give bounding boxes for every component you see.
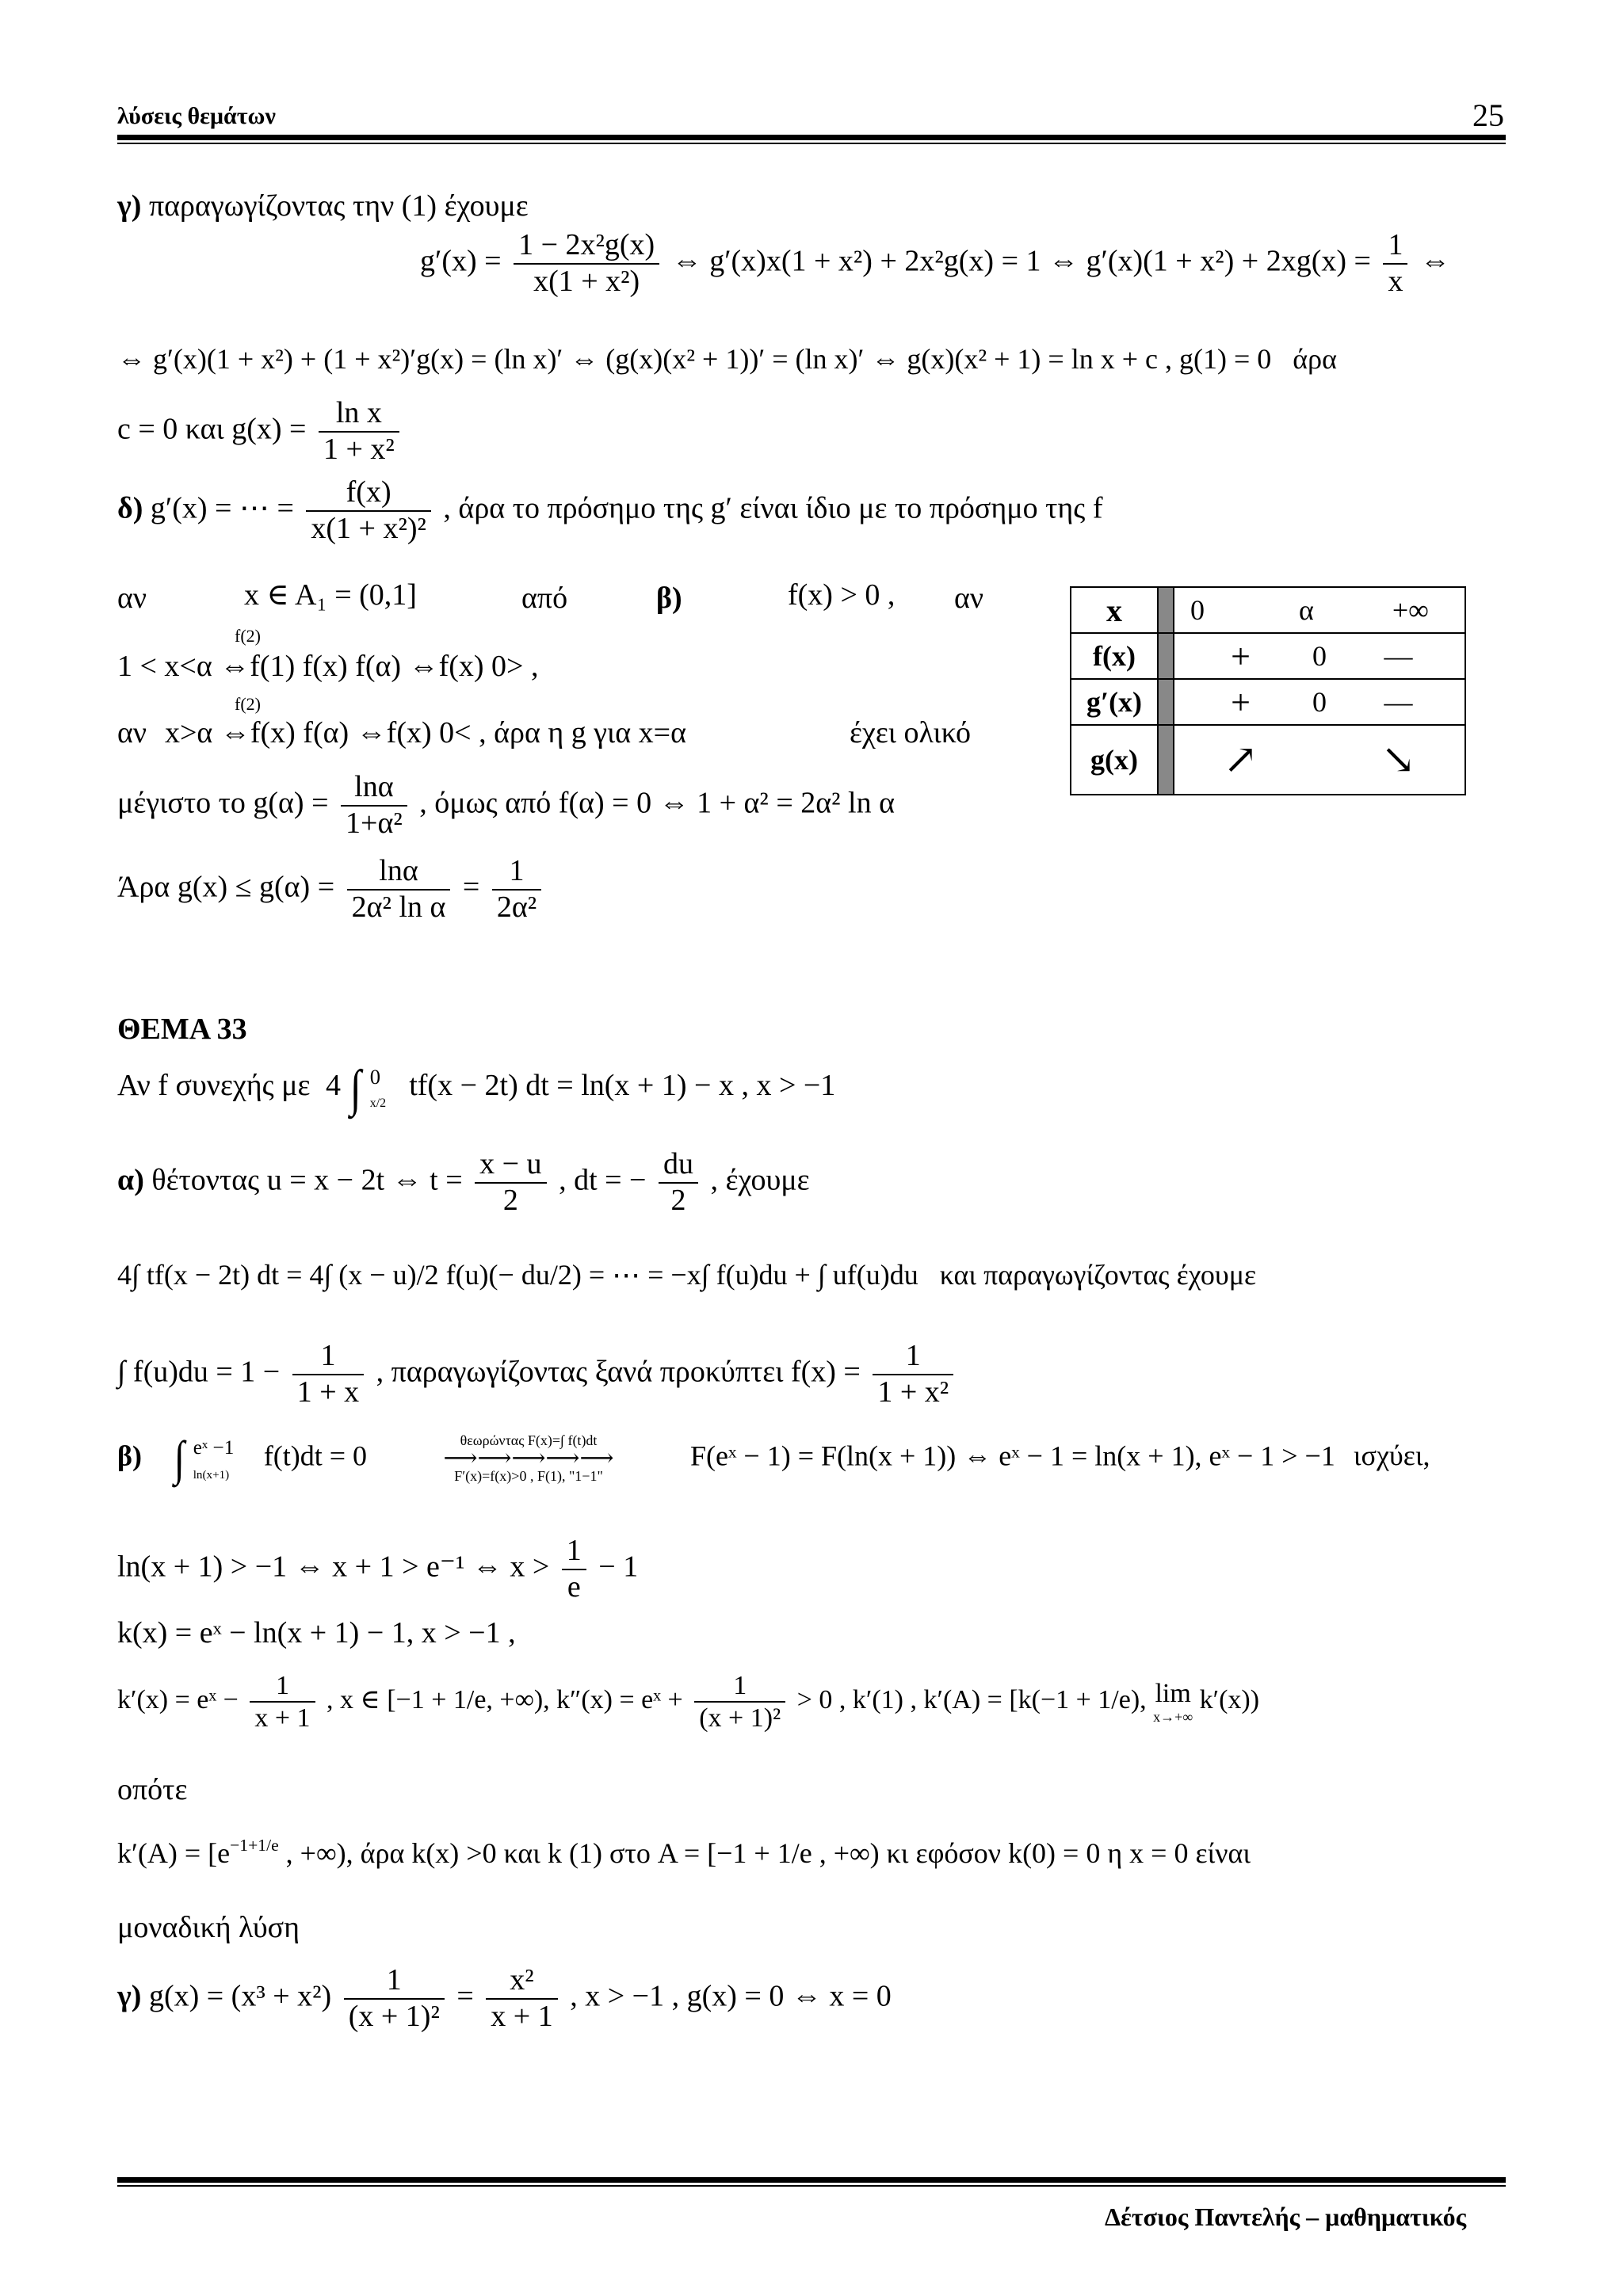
part-b-label: β): [117, 1440, 142, 1472]
eq3-num: ln x: [335, 396, 382, 429]
header-title: λύσεις θεμάτων: [117, 103, 276, 129]
b4-num: 1: [275, 1671, 289, 1700]
part-a-line1: [117, 1147, 810, 1218]
b4-limit: [1153, 1679, 1193, 1726]
footer-rule: [117, 2177, 1506, 2183]
b-int-top: eˣ −1: [193, 1437, 235, 1459]
part-d-eq: [117, 475, 1103, 546]
vt-row-g: [1071, 725, 1465, 795]
part-g-intro: [117, 189, 529, 223]
a3-frac-1: [292, 1339, 364, 1409]
part-b-line6: [117, 1836, 1251, 1870]
row4: [117, 770, 895, 841]
part-b-line3: k(x) = eˣ − ln(x + 1) − 1, x > −1 ,: [117, 1616, 516, 1650]
variation-table: [1070, 586, 1466, 795]
header-rule: [117, 135, 1506, 140]
eq1-fnum: 1: [1388, 228, 1403, 261]
vt-gp-cell-1: +: [1174, 679, 1307, 725]
b2-den: e: [562, 1569, 586, 1605]
vt-f-cell-1: +: [1174, 633, 1307, 679]
part-g2-line: [117, 1963, 892, 2034]
row3-c: έχει ολικό: [850, 716, 972, 749]
theme-title: ΘΕΜΑ 33: [117, 1013, 247, 1046]
b4-frac-1: [250, 1670, 315, 1733]
row5-fraction-1: [347, 854, 451, 925]
b2-end: − 1: [598, 1550, 639, 1584]
part-d-num: f(x): [346, 475, 391, 509]
eq1-fraction: [514, 228, 659, 299]
a3-den2: 1 + x²: [873, 1374, 953, 1410]
part-a-line3: [117, 1339, 958, 1409]
part-a-text: θέτοντας u = x − 2t ⇔ t =: [151, 1163, 463, 1197]
part-d-den: x(1 + x²)²: [306, 510, 431, 547]
b4-lim: lim: [1155, 1678, 1191, 1708]
vt-gap: [1158, 587, 1174, 633]
row4-den: 1+α²: [341, 805, 407, 841]
part-b-line2: [117, 1534, 638, 1604]
vt-header-values: [1174, 587, 1465, 633]
a2-text: 4∫ tf(x − 2t) dt = 4∫ (x − u)/2 f(u)(− du/2) = ⋯ = −x∫ f(u)du + ∫ uf(u)du: [117, 1259, 918, 1291]
vt-header-alpha: α: [1299, 594, 1314, 626]
page-number: 25: [1472, 97, 1504, 133]
a-den1: 2: [475, 1182, 546, 1219]
eq1-fraction-2: [1383, 228, 1407, 299]
vt-row-gprime: [1071, 679, 1465, 725]
part-b-line1: [117, 1432, 1430, 1485]
row5: [117, 854, 546, 925]
row4-b: , όμως από f(α) = 0 ⇔ 1 + α² = 2α² ln α: [419, 786, 896, 820]
b-arrow-top: θεωρώντας F(x)=∫ f(t)dt: [460, 1432, 598, 1448]
part-g-eq1: [420, 228, 1450, 299]
b6-exp: −1+1/e: [230, 1835, 279, 1855]
b4-c: > 0 , k′(1) , k′(A) = [k(−1 + 1/e),: [796, 1684, 1147, 1714]
row5-eq: =: [462, 870, 480, 904]
g-eq: =: [456, 1979, 474, 2013]
b4-limsub: x→+∞: [1153, 1708, 1193, 1725]
g-num1: 1: [386, 1963, 402, 1997]
b4-a: k′(x) = eˣ −: [117, 1684, 239, 1714]
part-d-lhs: g′(x) = ⋯ =: [150, 491, 294, 525]
row4-num: lnα: [354, 770, 394, 803]
part-g-label: γ): [117, 189, 142, 223]
row5-a: Άρα g(x) ≤ g(α) =: [117, 870, 335, 904]
eq1-mid: ⇔ g′(x)x(1 + x²) + 2x²g(x) = 1 ⇔ g′(x)(1 + x²) + 2xg(x) =: [671, 244, 1371, 278]
eq1-num: 1 − 2x²g(x): [518, 228, 655, 261]
b4-num2: 1: [733, 1671, 747, 1700]
vt-f-cell-3: —: [1332, 633, 1465, 679]
eq3-fraction: [319, 396, 399, 467]
a2-end: και παραγωγίζοντας έχουμε: [939, 1259, 1257, 1291]
eq1-den: x(1 + x²): [514, 263, 659, 299]
a3-num: 1: [320, 1339, 336, 1372]
part-d-fraction: [306, 475, 431, 546]
given-int-bot: x/2: [369, 1097, 387, 1110]
given-b: 4: [326, 1069, 342, 1102]
vt-header-row: [1071, 587, 1465, 633]
theme-given: [117, 1059, 836, 1117]
eq1-end: ⇔: [1419, 244, 1450, 278]
vt-gap: [1158, 725, 1174, 795]
integral-icon: ∫: [174, 1431, 185, 1486]
b-after: F(eˣ − 1) = F(ln(x + 1)) ⇔ eˣ − 1 = ln(x + 1), eˣ − 1 > −1: [690, 1440, 1335, 1472]
eq3-prefix: c = 0 και g(x) =: [117, 412, 307, 446]
a-end: , έχουμε: [710, 1163, 810, 1197]
eq1-lhs: g′(x) =: [420, 244, 502, 278]
row5-den1: 2α² ln α: [347, 889, 451, 925]
g-b: , x > −1 , g(x) = 0 ⇔ x = 0: [570, 1979, 892, 2013]
vt-gap: [1158, 633, 1174, 679]
b-arrow: [374, 1432, 683, 1485]
part-d-text: , άρα το πρόσημο της g′ είναι ίδιο με το πρόσημο της f: [443, 491, 1103, 525]
a-den2: 2: [659, 1182, 698, 1219]
row1-c: από: [521, 582, 568, 615]
row2-over: f(2): [235, 626, 261, 646]
row3-b: x>α ⇔f(x) f(α) ⇔f(x) 0< , άρα η g για x=α: [165, 716, 686, 749]
footer-rule-thin: [117, 2185, 1506, 2187]
row5-den2: 2α²: [492, 889, 541, 925]
row5-num1: lnα: [379, 854, 418, 887]
g-num2: x²: [510, 1963, 534, 1997]
b2-num: 1: [566, 1534, 582, 1567]
vt-g-cell-1: ↗: [1174, 725, 1307, 795]
b4-b: , x ∈ [−1 + 1/e, +∞), k″(x) = eˣ +: [327, 1684, 683, 1714]
row5-num2: 1: [509, 854, 525, 887]
g-frac-1: [344, 1963, 445, 2034]
vt-gp-cell-2: 0: [1307, 679, 1332, 725]
b-arrow-bot: F′(x)=f(x)>0 , F(1), "1−1": [454, 1468, 603, 1484]
part-a-line2: [117, 1258, 1256, 1291]
given-int-top: 0: [369, 1065, 381, 1089]
g-den2: x + 1: [486, 1998, 557, 2035]
long-arrow-icon: ⟶⟶⟶⟶⟶: [443, 1445, 614, 1471]
given-c: tf(x − 2t) dt = ln(x + 1) − x , x > −1: [409, 1069, 836, 1102]
vt-header-inf: +∞: [1392, 594, 1429, 626]
row1-b: x ∈ A₁ = (0,1]: [244, 578, 417, 612]
vt-label-gprime: g′(x): [1071, 679, 1158, 725]
b6-a: k′(A) = [e: [117, 1837, 231, 1869]
a3-frac-2: [873, 1339, 953, 1409]
integral-icon: ∫: [349, 1059, 361, 1117]
b-limits: [193, 1437, 257, 1482]
vt-g-cell-2: [1307, 725, 1332, 795]
vt-label-g: g(x): [1071, 725, 1158, 795]
g-a: g(x) = (x³ + x²): [148, 1979, 332, 2013]
vt-header-0: 0: [1190, 594, 1205, 626]
part-g-eq3: [117, 396, 404, 467]
given-limits: [369, 1065, 402, 1110]
a3-den: 1 + x: [292, 1374, 364, 1410]
vt-gp-cell-3: —: [1332, 679, 1465, 725]
part-b-line5: οπότε: [117, 1773, 188, 1806]
part-g-eq2: [117, 342, 1337, 376]
b-int-bot: ln(x+1): [193, 1469, 230, 1482]
eq2-text: ⇔ g′(x)(1 + x²) + (1 + x²)′g(x) = (ln x)′ ⇔ (g(x)(x² + 1))′ = (ln x)′ ⇔ g(x)(x² + 1) = ln x + c , g(1) = 0: [117, 343, 1272, 375]
vt-label-f: f(x): [1071, 633, 1158, 679]
b4-d: k′(x)): [1199, 1684, 1260, 1714]
vt-g-cell-3: ↘: [1332, 725, 1465, 795]
row4-fraction: [341, 770, 407, 841]
b6-b: , +∞), άρα k(x) >0 και k (1) στο A = [−1 + 1/e , +∞) κι εφόσον k(0) = 0 η x = 0 είναι: [285, 1837, 1251, 1869]
part-a-label: α): [117, 1163, 144, 1197]
g-frac-2: [486, 1963, 557, 2034]
part-b-line7: μοναδική λύση: [117, 1911, 300, 1944]
vt-row-f: [1071, 633, 1465, 679]
b2-text: ln(x + 1) > −1 ⇔ x + 1 > e⁻¹ ⇔ x >: [117, 1550, 550, 1584]
a-frac-1: [475, 1147, 546, 1218]
row5-fraction-2: [492, 854, 541, 925]
b2-frac: [562, 1534, 586, 1604]
b-text: f(t)dt = 0: [263, 1440, 368, 1472]
a-frac-2: [659, 1147, 698, 1218]
given-a: Αν f συνεχής με: [117, 1069, 311, 1102]
part-g2-label: γ): [117, 1979, 142, 2013]
row1-d: β): [656, 582, 682, 615]
part-d-label: δ): [117, 491, 143, 525]
b4-den2: (x + 1)²: [694, 1701, 785, 1733]
b4-frac-2: [694, 1670, 785, 1733]
a-num1: x − u: [479, 1147, 542, 1180]
b4-den: x + 1: [250, 1701, 315, 1733]
a-num2: du: [663, 1147, 693, 1180]
row3-a: αν: [117, 716, 147, 749]
vt-header-x: x: [1071, 587, 1158, 633]
a3-text: ∫ f(u)du = 1 −: [117, 1355, 281, 1389]
row4-a: μέγιστο το g(α) =: [117, 786, 329, 820]
vt-f-cell-2: 0: [1307, 633, 1332, 679]
row2: 1 < x<α ⇔f(1) f(x) f(α) ⇔f(x) 0> ,: [117, 650, 539, 683]
eq2-end: άρα: [1293, 343, 1337, 375]
footer-author: Δέτσιος Παντελής – μαθηματικός: [1105, 2203, 1467, 2231]
a3-num2: 1: [905, 1339, 921, 1372]
g-den1: (x + 1)²: [344, 1998, 445, 2035]
header-rule-thin: [117, 143, 1506, 144]
row3-over: f(2): [235, 694, 261, 714]
a-mid: , dt = −: [559, 1163, 647, 1197]
row1-e: f(x) > 0 ,: [788, 578, 896, 612]
eq3-den: 1 + x²: [319, 431, 399, 467]
a3-mid: , παραγωγίζοντας ξανά προκύπτει f(x) =: [376, 1355, 861, 1389]
vt-gap: [1158, 679, 1174, 725]
b-end: ισχύει,: [1353, 1440, 1430, 1472]
row1-f: αν: [954, 582, 984, 615]
part-b-line4: [117, 1670, 1259, 1733]
eq1-fden: x: [1383, 263, 1407, 299]
row1-a: αν: [117, 582, 147, 615]
part-g-intro-text: παραγωγίζοντας την (1) έχουμε: [148, 189, 529, 223]
